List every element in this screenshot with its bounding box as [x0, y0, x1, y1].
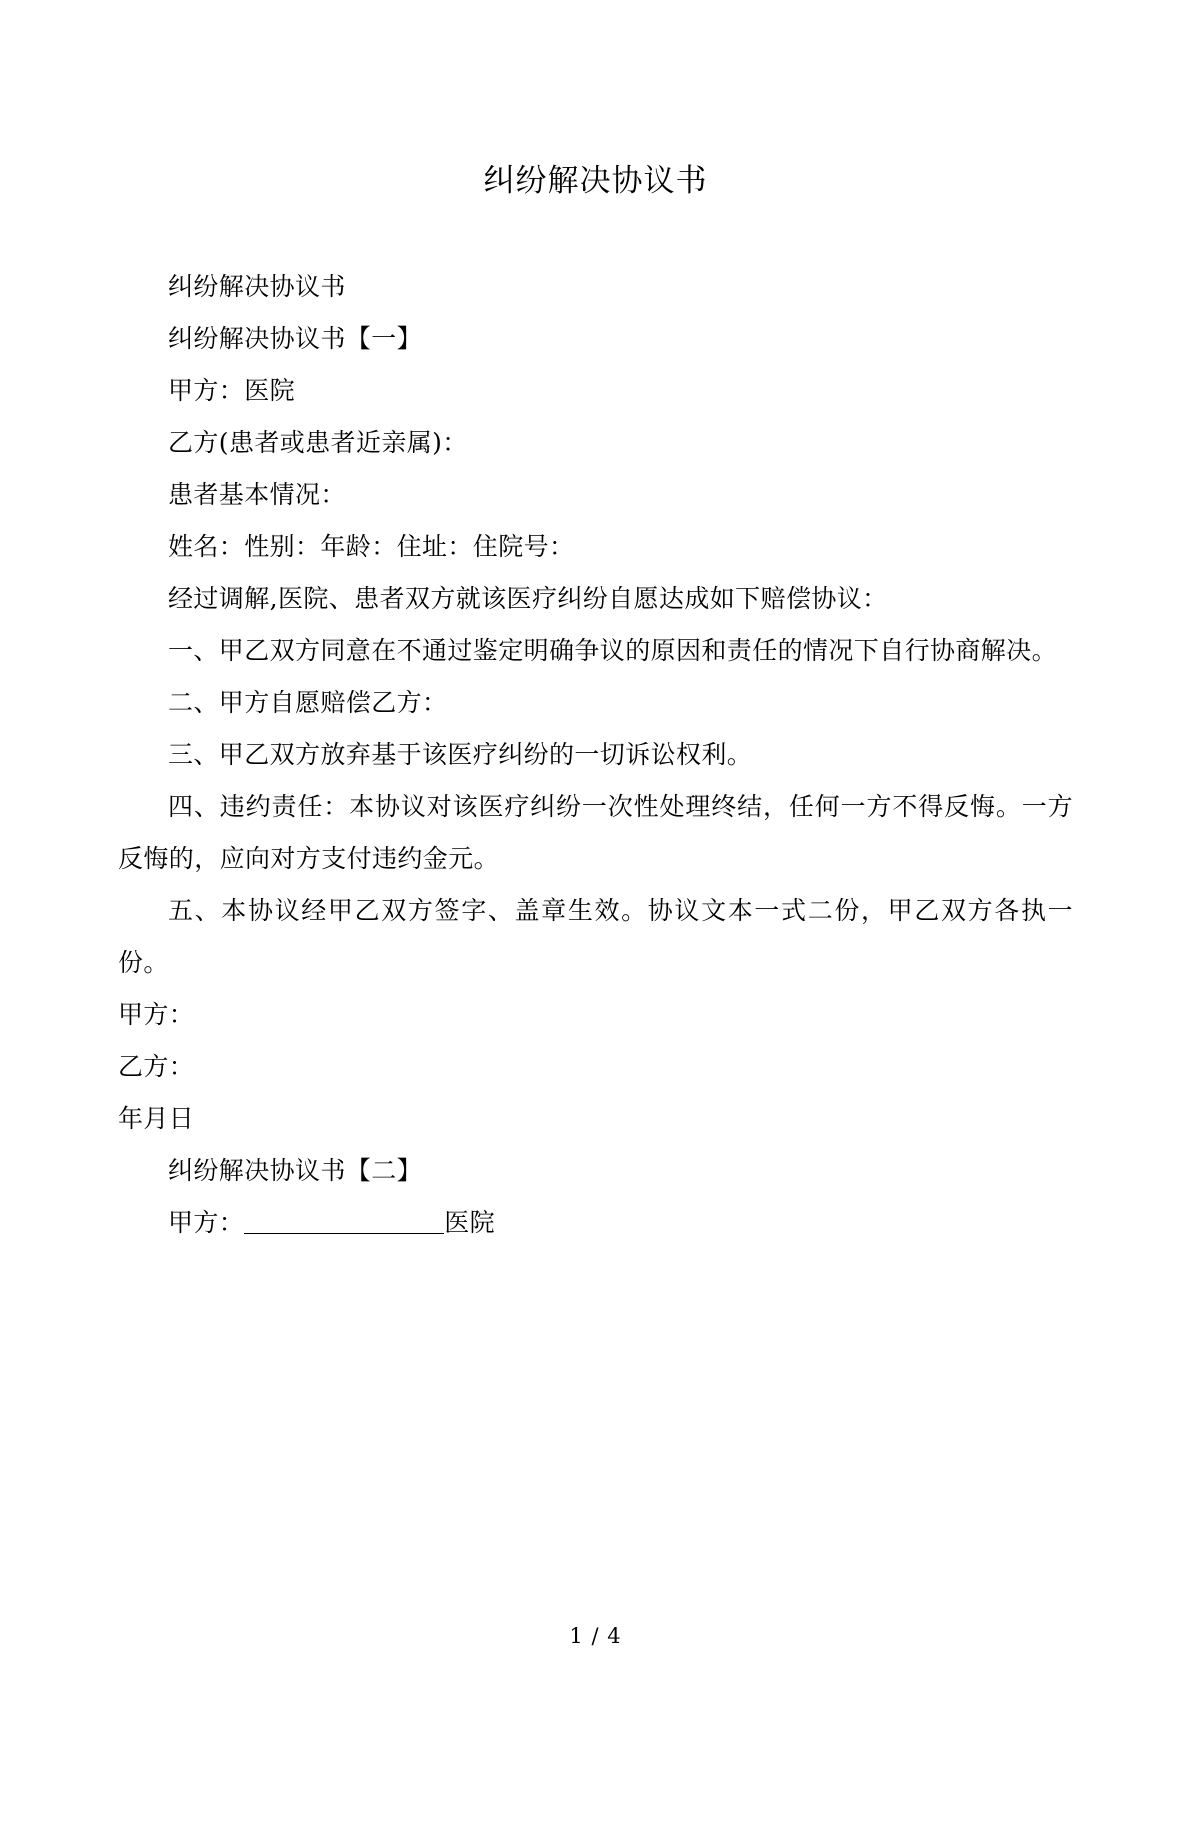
paragraph-clause-4: 四、违约责任：本协议对该医疗纠纷一次性处理终结，任何一方不得反悔。一方反悔的，应向对方支付违约金元。 [118, 792, 1073, 874]
paragraph-clause-2: 二、甲方自愿赔偿乙方： [168, 688, 448, 718]
paragraph-clause-5: 五、本协议经甲乙双方签字、盖章生效。协议文本一式二份，甲乙双方各执一份。 [118, 896, 1073, 978]
paragraph-mediation-intro: 经过调解,医院、患者双方就该医疗纠纷自愿达成如下赔偿协议： [168, 584, 888, 614]
signature-date: 年月日 [118, 1104, 195, 1134]
paragraph-patient-fields: 姓名：性别：年龄：住址：住院号： [168, 532, 575, 562]
party-a-prefix: 甲方： [168, 1208, 245, 1238]
party-a-suffix: 医院 [444, 1208, 496, 1238]
paragraph-section-one-heading: 纠纷解决协议书【一】 [168, 324, 423, 354]
paragraph-clause-3: 三、甲乙双方放弃基于该医疗纠纷的一切诉讼权利。 [168, 740, 753, 770]
paragraph-heading-repeat: 纠纷解决协议书 [168, 272, 346, 302]
paragraph-section-two-heading: 纠纷解决协议书【二】 [168, 1156, 423, 1186]
document-page [0, 160, 1191, 1844]
document-body [118, 261, 1073, 1249]
paragraph-clause-1: 一、甲乙双方同意在不通过鉴定明确争议的原因和责任的情况下自行协商解决。 [168, 636, 1058, 666]
paragraph-party-a: 甲方：医院 [168, 376, 296, 406]
paragraph-party-b: 乙方(患者或患者近亲属)： [168, 428, 468, 458]
paragraph-patient-info-heading: 患者基本情况： [168, 480, 346, 510]
signature-party-a: 甲方： [118, 1000, 195, 1030]
fill-in-blank [244, 1233, 444, 1234]
page-title: 纠纷解决协议书 [483, 163, 708, 199]
paragraph-party-a-blank [118, 1197, 1073, 1249]
signature-party-b: 乙方： [118, 1052, 195, 1082]
page-number-footer: 1 / 4 [569, 1624, 622, 1648]
